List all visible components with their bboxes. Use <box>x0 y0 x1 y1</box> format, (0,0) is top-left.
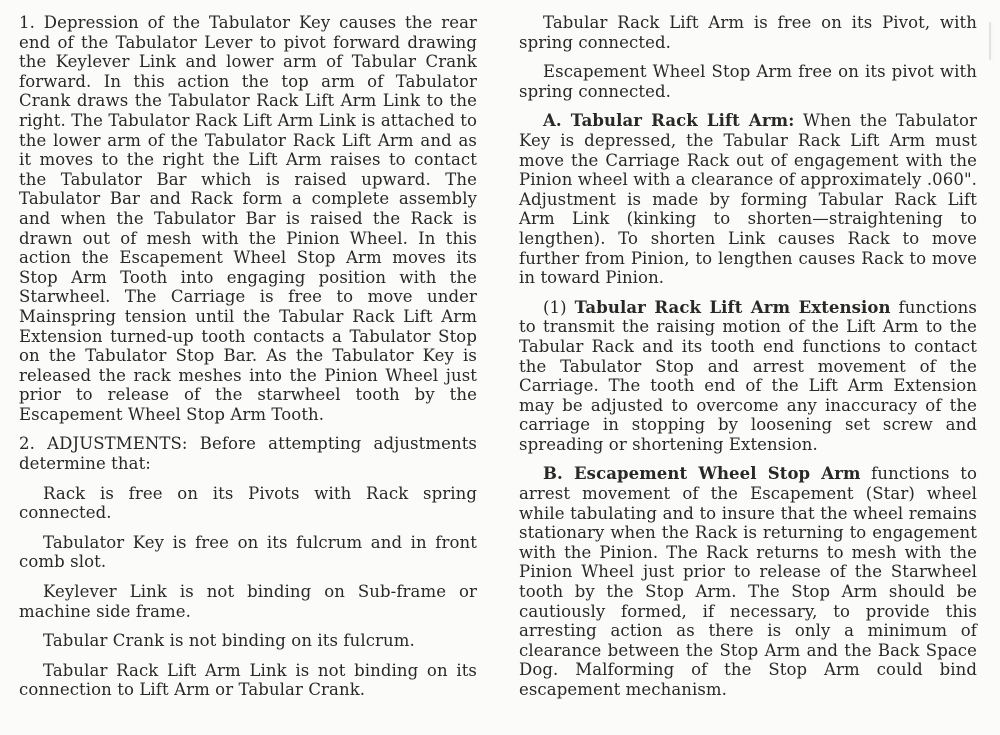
paragraph-text: Tabular Rack Lift Arm Link is not binding on its connection to Lift Arm or Tabular Crank. <box>19 660 477 700</box>
paragraph-number: (1) <box>543 297 575 317</box>
section-b-heading: B. Escapement Wheel Stop Arm <box>543 464 861 484</box>
check-item-rack-free <box>19 484 477 523</box>
paragraph-text: functions to arrest movement of the Escapement (Star) wheel while tabulating and to insure that the wheel remains stationary when the Rack is returning to engagement with the Pinion. The Rack returns to mesh with the Pinion Wheel just prior to release of the Starwheel tooth by the Stop Arm. The Stop Arm should be cautiously formed, if necessary, to provide this arresting action as there is only a minimum of clearance between the Stop Arm and the Back Space Dog. Malforming of the Stop Arm could bind escapement mechanism. <box>519 464 977 699</box>
paragraph-text: Tabular Crank is not binding on its fulcrum. <box>43 631 415 651</box>
check-item-lift-arm-link <box>19 661 477 700</box>
paragraph-text: Rack is free on its Pivots with Rack spring connected. <box>19 483 477 523</box>
section-1-heading: Tabular Rack Lift Arm Extension <box>574 297 891 317</box>
paragraph-text: functions to transmit the raising motion of the Lift Arm to the Tabular Rack and its tooth end functions to contact the Tabulator Stop and arrest movement of the Carriage. The tooth end of the Lift Arm Extension may be adjusted to overcome any inaccuracy of the carriage in stopping by loosening set screw and spreading or shortening Extension. <box>519 297 977 454</box>
paragraph-text: Tabulator Key is free on its fulcrum and in front comb slot. <box>19 532 477 572</box>
paragraph-text: When the Tabulator Key is depressed, the Tabular Rack Lift Arm must move the Carriage Rack out of engagement with the Pinion wheel with a clearance of approximately .060". Adjustment is made by forming Tabular Rack Lift Arm Link (kinking to shorten—straightening to lengthen). To shorten Link causes Rack to move further from Pinion, to lengthen causes Rack to move in toward Pinion. <box>519 111 978 288</box>
check-item-keylever-link <box>19 582 477 621</box>
section-1-paragraph <box>519 298 977 455</box>
paragraph-text: 1. Depression of the Tabulator Key causes the rear end of the Tabulator Lever to pivot forward drawing the Keylever Link and lower arm of Tabular Crank forward. In this action the top arm of Tabulator Crank draws the Tabulator Rack Lift Arm Link to the right. The Tabulator Rack Lift Arm Link is attached to the lower arm of the Tabulator Rack Lift Arm and as it moves to the right the Lift Arm raises to contact the Tabulator Bar which is raised upward. The Tabulator Bar and Rack form a complete assembly and when the Tabulator Bar is raised the Rack is drawn out of mesh with the Pinion Wheel. In this action the Escapement Wheel Stop Arm moves its Stop Arm Tooth into engaging position with the Starwheel. The Carriage is free to move under Mainspring tension until the Tabular Rack Lift Arm Extension turned-up tooth contacts a Tabulator Stop on the Tabulator Stop Bar. As the Tabulator Key is released the rack meshes into the Pinion Wheel just prior to release of the starwheel tooth by the Escapement Wheel Stop Arm Tooth. <box>19 13 477 424</box>
check-item-stop-arm-free <box>519 62 977 101</box>
section-a-paragraph <box>519 111 977 287</box>
paragraph-text: 2. ADJUSTMENTS: Before attempting adjustments determine that: <box>19 434 477 474</box>
left-column <box>19 13 477 735</box>
paragraph-2-adjustments <box>19 434 477 473</box>
section-b-paragraph <box>519 464 977 699</box>
paragraph-text: Tabular Rack Lift Arm is free on its Pivot, with spring connected. <box>519 13 977 52</box>
paragraph-text: Escapement Wheel Stop Arm free on its pivot with spring connected. <box>519 62 977 101</box>
paragraph-text: Keylever Link is not binding on Sub-frame or machine side frame. <box>19 582 477 621</box>
section-a-heading: A. Tabular Rack Lift Arm: <box>543 111 795 131</box>
scan-artifact-mark <box>989 22 991 60</box>
check-item-tabulator-key <box>19 533 477 572</box>
paragraph-1-depression <box>19 13 477 424</box>
right-column <box>519 13 977 735</box>
check-item-tabular-crank <box>19 631 477 651</box>
check-item-rack-lift-arm-free <box>519 13 977 52</box>
